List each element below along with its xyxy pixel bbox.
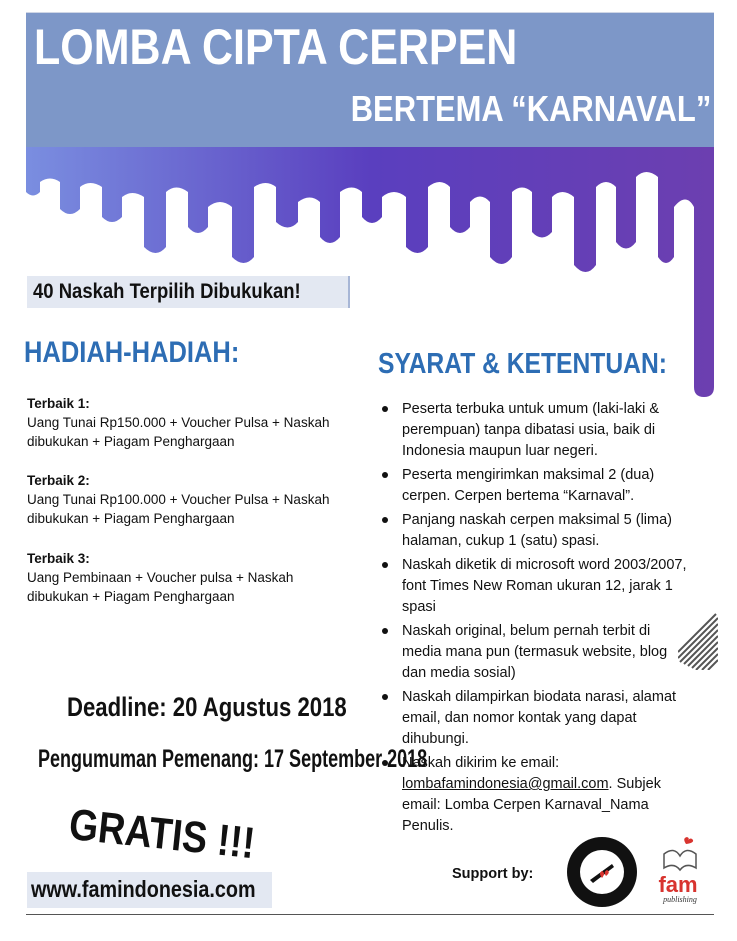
prize-label: Terbaik 2:	[27, 473, 90, 488]
fam-logo-sub: publishing	[663, 895, 697, 904]
forum-logo-icon	[566, 836, 638, 908]
bottom-border	[26, 914, 714, 915]
list-item: Naskah dikirim ke email: lombafamindonesia@gmail.com. Subjek email: Lomba Cerpen Karnaval_Nama Penulis.	[378, 753, 688, 837]
fam-publishing-logo-icon	[650, 834, 706, 906]
list-item: Panjang naskah cerpen maksimal 5 (lima) halaman, cukup 1 (satu) spasi.	[378, 510, 688, 552]
prize-label: Terbaik 1:	[27, 396, 90, 411]
prize-3	[27, 549, 347, 606]
highlight-text: 40 Naskah Terpilih Dibukukan!	[33, 280, 301, 303]
email-link[interactable]: lombafamindonesia@gmail.com	[402, 776, 609, 792]
website-link[interactable]: www.famindonesia.com	[31, 876, 256, 902]
poster-title: LOMBA CIPTA CERPEN	[34, 19, 518, 75]
prizes-heading: HADIAH-HADIAH:	[24, 336, 240, 369]
hatch-decoration	[678, 612, 718, 670]
announcement-date: Pengumuman Pemenang: 17 September 2018	[38, 745, 428, 773]
prize-desc: Uang Tunai Rp100.000 + Voucher Pulsa + Naskah dibukukan + Piagam Penghargaan	[27, 492, 330, 526]
list-item: Naskah original, belum pernah terbit di media mana pun (termasuk website, blog dan media sosial)	[378, 621, 688, 684]
prize-desc: Uang Pembinaan + Voucher pulsa + Naskah dibukukan + Piagam Penghargaan	[27, 570, 294, 604]
free-label: GRATIS !!!	[66, 800, 258, 869]
list-item: Naskah dilampirkan biodata narasi, alamat email, dan nomor kontak yang dapat dihubungi.	[378, 687, 688, 750]
prize-1	[27, 394, 347, 451]
deadline: Deadline: 20 Agustus 2018	[67, 692, 347, 722]
prize-label: Terbaik 3:	[27, 551, 90, 566]
list-item: Peserta mengirimkan maksimal 2 (dua) cerpen. Cerpen bertema “Karnaval”.	[378, 465, 688, 507]
highlight-box	[27, 276, 350, 308]
terms-heading: SYARAT & KETENTUAN:	[378, 348, 667, 380]
support-label: Support by:	[452, 866, 534, 882]
list-item: Naskah diketik di microsoft word 2003/2007, font Times New Roman ukuran 12, jarak 1 spasi	[378, 555, 688, 618]
poster-subtitle: BERTEMA “KARNAVAL”	[350, 88, 711, 129]
fam-logo-text: fam	[658, 872, 698, 897]
list-item: Peserta terbuka untuk umum (laki-laki & perempuan) tanpa dibatasi usia, baik di Indonesia maupun luar negeri.	[378, 399, 688, 462]
prize-desc: Uang Tunai Rp150.000 + Voucher Pulsa + Naskah dibukukan + Piagam Penghargaan	[27, 415, 330, 449]
website-box	[27, 872, 272, 908]
prize-2	[27, 471, 347, 528]
